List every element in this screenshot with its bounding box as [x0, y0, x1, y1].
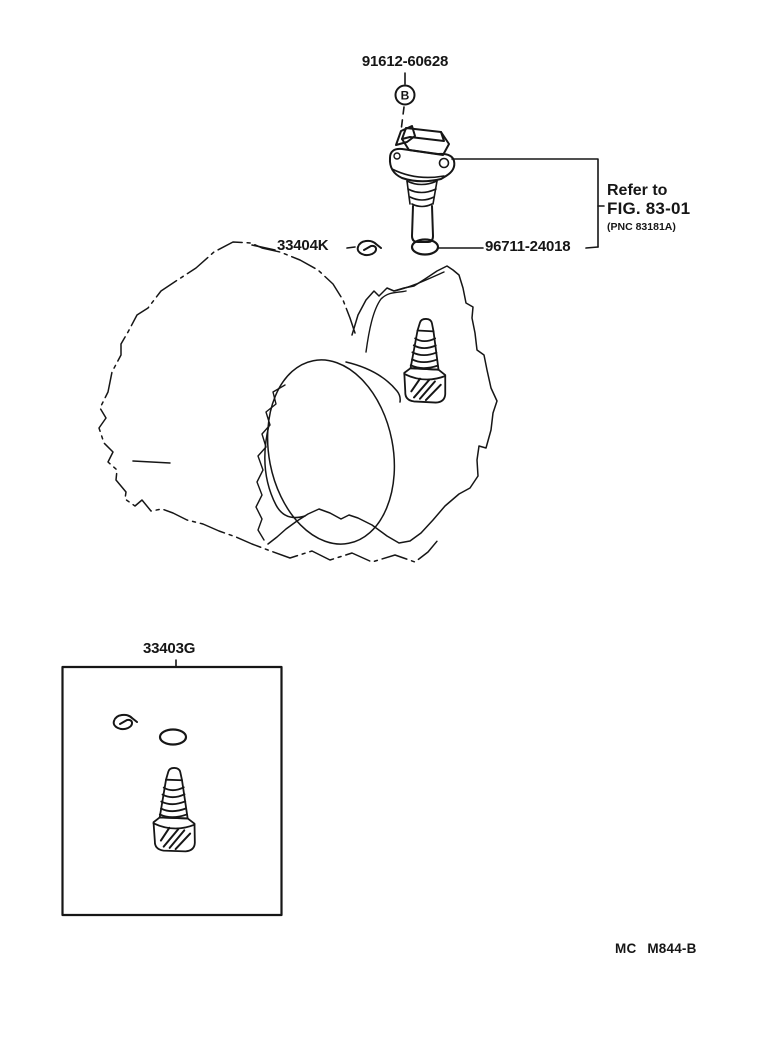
speed-sensor-drawing	[390, 126, 454, 242]
kit-part-number: 33403G	[143, 640, 196, 657]
kit-e-clip-icon	[114, 715, 137, 729]
refer-note	[607, 182, 690, 236]
refer-note-line1: Refer to	[607, 182, 668, 199]
kit-driven-gear-drawing	[153, 767, 198, 851]
driven-gear-drawing	[403, 318, 449, 403]
e-clip-icon	[358, 241, 381, 255]
bolt-part-number: 91612-60628	[361, 53, 449, 70]
kit-o-ring-icon	[160, 730, 186, 745]
clip-part-number: 33404K	[277, 237, 329, 254]
refer-note-line2: FIG. 83-01	[607, 199, 691, 218]
oring-part-number: 96711-24018	[485, 238, 571, 255]
refer-bracket-line	[452, 159, 604, 247]
bolt-marker-letter: B	[400, 88, 410, 103]
catalog-code: MC M844-B	[615, 941, 697, 956]
refer-note-line3: (PNC 83181A)	[607, 221, 676, 233]
